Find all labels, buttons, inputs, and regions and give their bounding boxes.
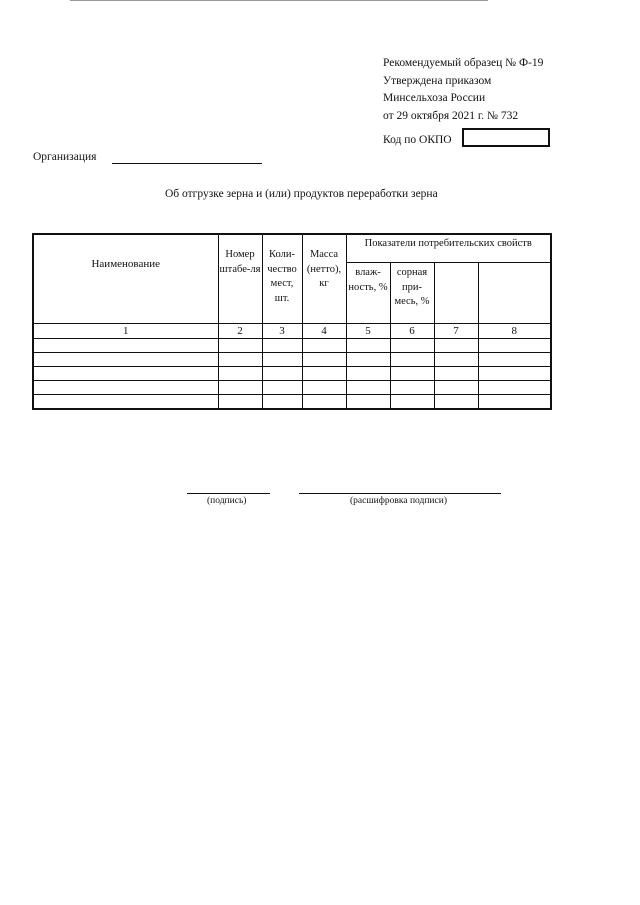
table-cell[interactable]	[33, 395, 218, 410]
table-cell[interactable]	[390, 395, 434, 410]
table-cell[interactable]	[390, 339, 434, 353]
table-cell[interactable]	[434, 353, 478, 367]
signature-label: (подпись)	[207, 496, 247, 506]
signature-decode-line[interactable]	[299, 493, 501, 494]
top-edge-line	[70, 0, 488, 1]
table-cell[interactable]	[478, 339, 551, 353]
header-properties-group: Показатели потребительских свойств	[346, 234, 551, 263]
table-cell[interactable]	[33, 353, 218, 367]
document-title: Об отгрузке зерна и (или) продуктов переработки зерна	[165, 188, 438, 200]
table-cell[interactable]	[346, 339, 390, 353]
header-count: Коли-чество мест, шт.	[262, 234, 302, 324]
table-cell[interactable]	[302, 353, 346, 367]
column-number: 4	[302, 324, 346, 339]
table-cell[interactable]	[478, 353, 551, 367]
table-cell[interactable]	[434, 395, 478, 410]
table-cell[interactable]	[218, 353, 262, 367]
table-cell[interactable]	[346, 395, 390, 410]
header-name: Наименование	[33, 234, 218, 324]
signature-decode-label: (расшифровка подписи)	[350, 496, 447, 506]
organization-label: Организация	[33, 151, 97, 163]
table-cell[interactable]	[302, 395, 346, 410]
table-cell[interactable]	[346, 353, 390, 367]
table-cell[interactable]	[262, 367, 302, 381]
okpo-field[interactable]	[462, 128, 550, 147]
table-cell[interactable]	[218, 367, 262, 381]
table-cell[interactable]	[262, 381, 302, 395]
table-cell[interactable]	[346, 381, 390, 395]
organization-field[interactable]	[112, 163, 262, 164]
header-line-1: Рекомендуемый образец № Ф-19	[383, 57, 544, 69]
column-number: 8	[478, 324, 551, 339]
table-cell[interactable]	[218, 339, 262, 353]
approval-header	[383, 55, 543, 125]
table-cell[interactable]	[262, 353, 302, 367]
signature-line[interactable]	[187, 493, 270, 494]
header-col-8	[478, 263, 551, 324]
table-row	[33, 367, 551, 381]
header-col-7	[434, 263, 478, 324]
table-row	[33, 353, 551, 367]
header-weed: сорная при-месь, %	[390, 263, 434, 324]
shipment-table	[32, 233, 550, 410]
header-mass: Масса (нетто), кг	[302, 234, 346, 324]
table-cell[interactable]	[302, 339, 346, 353]
table-cell[interactable]	[218, 395, 262, 410]
table-cell[interactable]	[262, 339, 302, 353]
okpo-label: Код по ОКПО	[383, 134, 452, 146]
table-cell[interactable]	[478, 381, 551, 395]
table-cell[interactable]	[390, 381, 434, 395]
header-shtabel: Номер штабе-ля	[218, 234, 262, 324]
column-number: 3	[262, 324, 302, 339]
table-cell[interactable]	[302, 381, 346, 395]
table-cell[interactable]	[478, 367, 551, 381]
table-cell[interactable]	[478, 395, 551, 410]
column-number: 6	[390, 324, 434, 339]
header-humidity: влаж-ность, %	[346, 263, 390, 324]
table-row	[33, 395, 551, 410]
column-number: 2	[218, 324, 262, 339]
header-line-3: Минсельхоза России	[383, 92, 486, 104]
column-number: 1	[33, 324, 218, 339]
table-cell[interactable]	[434, 381, 478, 395]
table-cell[interactable]	[33, 339, 218, 353]
table-cell[interactable]	[33, 367, 218, 381]
table-cell[interactable]	[346, 367, 390, 381]
table-cell[interactable]	[434, 339, 478, 353]
column-number: 7	[434, 324, 478, 339]
table-cell[interactable]	[302, 367, 346, 381]
table-cell[interactable]	[262, 395, 302, 410]
header-line-2: Утверждена приказом	[383, 74, 492, 87]
table-cell[interactable]	[390, 367, 434, 381]
table-row	[33, 381, 551, 395]
table-cell[interactable]	[33, 381, 218, 395]
column-number: 5	[346, 324, 390, 339]
table-cell[interactable]	[434, 367, 478, 381]
table-cell[interactable]	[390, 353, 434, 367]
header-line-4: от 29 октября 2021 г. № 732	[383, 109, 519, 122]
table-cell[interactable]	[218, 381, 262, 395]
table-row	[33, 339, 551, 353]
